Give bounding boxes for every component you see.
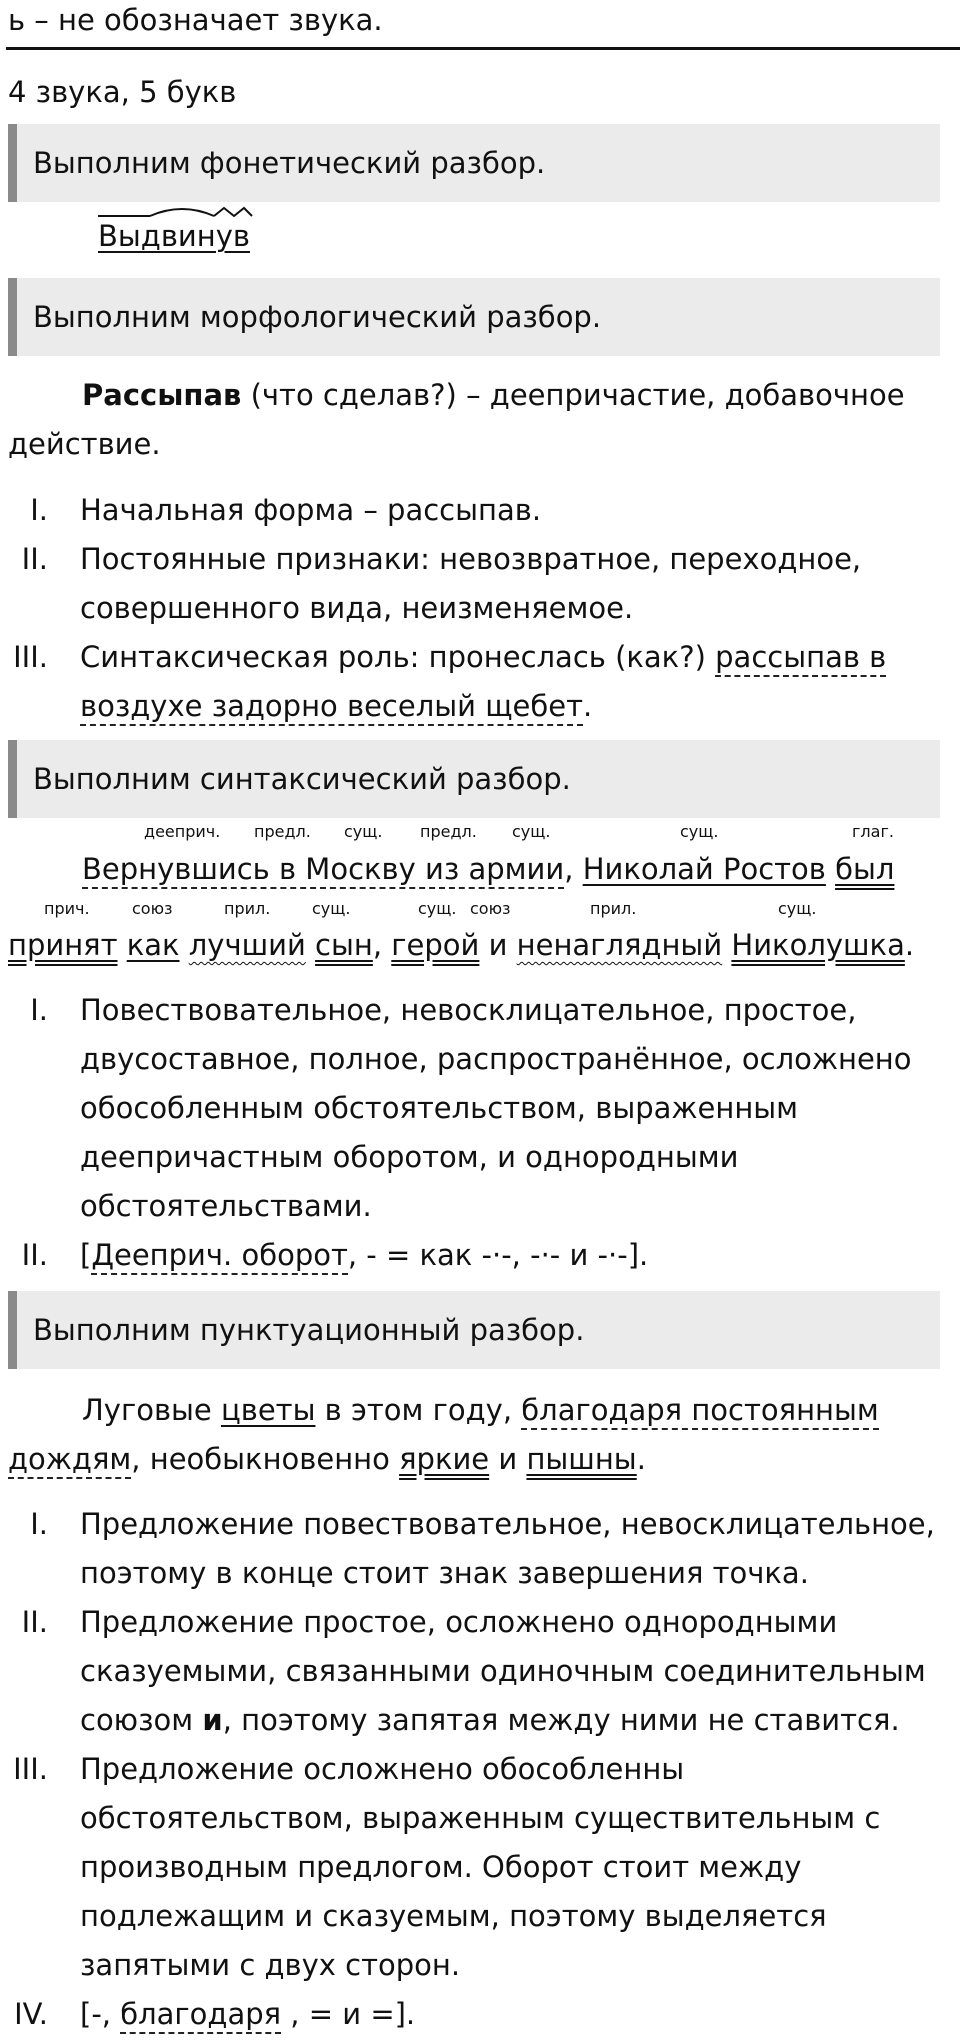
morph-list — [0, 486, 950, 731]
punct-list — [0, 1500, 950, 2039]
punct: , — [564, 852, 583, 886]
pos-label: прил. — [590, 899, 637, 918]
attribute: лучший — [188, 928, 306, 962]
subject: цветы — [221, 1393, 316, 1427]
subject: Николай Ростов — [582, 852, 826, 886]
morph-word: Рассыпав — [82, 378, 242, 412]
bold-conjunction: и — [202, 1703, 223, 1737]
pos-label: союз — [470, 899, 511, 918]
syntax-list — [0, 986, 950, 1280]
item-text: Предложение осложнено обособленны обстоятельством, выраженным существительным с производным предлогом. Оборот стоит между подлежащим и сказуемым, поэтому выделяется запятыми с двух сторон. — [80, 1752, 881, 1982]
syntax-sentence-line-2 — [8, 921, 942, 970]
punct: . — [636, 1442, 646, 1476]
item-number: II. — [21, 1238, 48, 1272]
pos-label: предл. — [254, 822, 311, 841]
space — [306, 928, 315, 962]
list-item — [0, 1500, 950, 1598]
section-morph: Выполним морфологический разбор. — [8, 278, 940, 356]
list-item — [0, 1231, 950, 1280]
item-text — [80, 633, 950, 731]
item-text-c: , = и =]. — [281, 1997, 416, 2031]
space — [180, 928, 189, 962]
conjunction-and: и — [479, 928, 517, 962]
syntax-sentence-line-1 — [8, 845, 942, 894]
pos-label: прич. — [44, 899, 90, 918]
pos-label: сущ. — [344, 822, 383, 841]
item-text — [80, 1231, 950, 1280]
item-text: Начальная форма – рассыпав. — [80, 493, 542, 527]
conjunction: как — [126, 928, 180, 962]
text: в этом году, — [315, 1393, 522, 1427]
underlined-phrase: рассыпав в воздухе задорно веселый щебет — [80, 640, 886, 726]
pos-label: дееприч. — [144, 822, 221, 841]
section-punct: Выполним пунктуационный разбор. — [8, 1291, 940, 1369]
annotation-row-1 — [0, 822, 960, 842]
item-number: IV. — [14, 1997, 48, 2031]
morph-heading-rest: (что сделав?) – деепричастие, добавочное действие. — [8, 378, 905, 461]
pos-label: сущ. — [512, 822, 551, 841]
item-text: Предложение повествовательное, невосклицательное, поэтому в конце стоит знак завершения точка. — [80, 1507, 935, 1590]
item-number: I. — [30, 493, 48, 527]
item-text: Постоянные признаки: невозвратное, переходное, совершенного вида, неизменяемое. — [80, 542, 862, 625]
item-text-c: . — [583, 689, 593, 723]
list-item — [0, 486, 950, 535]
item-text-a: Синтаксическая роль: пронеслась (как?) — [80, 640, 716, 674]
pos-label: сущ. — [778, 899, 817, 918]
list-item — [0, 986, 950, 1231]
predicate-noun: герой — [391, 928, 480, 962]
participle-phrase: Вернувшись в Москву из армии — [82, 852, 564, 889]
item-number: I. — [30, 1507, 48, 1541]
space — [826, 852, 835, 886]
adverbial-phrase: благодаря постоянным дождям — [8, 1393, 879, 1479]
attribute: ненаглядный — [516, 928, 723, 962]
punct-sentence — [8, 1386, 942, 1484]
list-item — [0, 1990, 950, 2039]
annotation-row-2 — [0, 899, 960, 919]
scheme-word: Выдвинув — [98, 219, 250, 253]
predicate-noun: Николушка — [731, 928, 905, 962]
predicate: яркие — [399, 1442, 490, 1476]
pos-label: сущ. — [312, 899, 351, 918]
section-syntax: Выполним синтаксический разбор. — [8, 740, 940, 818]
underlined-phrase: Дееприч. оборот — [91, 1238, 348, 1275]
punct: , — [372, 928, 392, 962]
predicate-noun: сын — [315, 928, 373, 962]
divider — [6, 47, 960, 50]
word-morpheme-scheme — [98, 218, 250, 254]
item-text-a: Предложение простое, осложнено однородными сказуемыми, связанными одиночным соединительным союзом — [80, 1605, 926, 1737]
sound-letter-count: 4 звука, 5 букв — [8, 75, 237, 109]
item-text — [80, 1990, 950, 2039]
list-item — [0, 535, 950, 633]
item-text: Повествовательное, невосклицательное, простое, двусоставное, полное, распространённое, осложнено обособленным обстоятельством, выраженным деепричастным оборотом, и однородными обстоятельствами. — [80, 993, 912, 1223]
list-item — [0, 1745, 950, 1990]
item-number: I. — [30, 993, 48, 1027]
list-item — [0, 1598, 950, 1745]
pos-label: сущ. — [680, 822, 719, 841]
section-phonetic: Выполним фонетический разбор. — [8, 124, 940, 202]
punct: . — [904, 928, 915, 962]
text: и — [489, 1442, 527, 1476]
item-text — [80, 1598, 950, 1745]
text: , необыкновенно — [131, 1442, 400, 1476]
underlined-phrase: благодаря — [120, 1997, 281, 2034]
morpheme-marks — [98, 204, 258, 224]
predicate: был — [835, 852, 895, 886]
item-number: III. — [13, 640, 48, 674]
predicate: принят — [8, 928, 118, 962]
pos-label: прил. — [224, 899, 271, 918]
pos-label: предл. — [420, 822, 477, 841]
text: Луговые — [82, 1393, 221, 1427]
pos-label: сущ. — [418, 899, 457, 918]
item-number: II. — [21, 1605, 48, 1639]
item-text-c: , - = как -·-, -·- и -·-]. — [347, 1238, 649, 1272]
space — [118, 928, 127, 962]
pos-label: союз — [132, 899, 173, 918]
item-text-a: [-, — [80, 1997, 121, 2031]
item-number: III. — [13, 1752, 48, 1786]
item-text-a: [ — [80, 1238, 92, 1272]
top-line: ь – не обозначает звука. — [8, 3, 383, 37]
morph-heading — [8, 371, 942, 469]
predicate: пышны — [526, 1442, 637, 1476]
list-item — [0, 633, 950, 731]
pos-label: глаг. — [852, 822, 894, 841]
item-text-c: , поэтому запятая между ними не ставится. — [222, 1703, 900, 1737]
item-number: II. — [21, 542, 48, 576]
